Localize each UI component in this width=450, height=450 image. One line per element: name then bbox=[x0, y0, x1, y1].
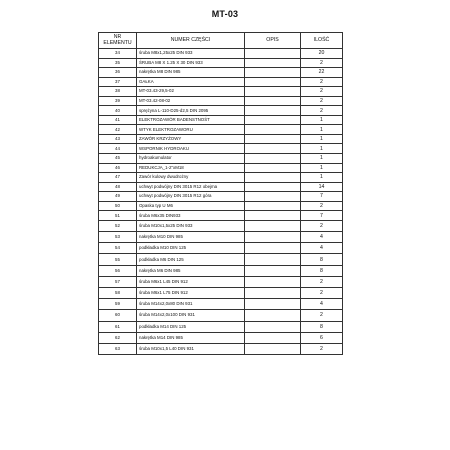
description-cell bbox=[245, 87, 301, 97]
table-row bbox=[99, 96, 343, 106]
quantity-cell: 4 bbox=[301, 299, 343, 310]
element-number-cell: 34 bbox=[99, 49, 137, 59]
quantity-cell: 1 bbox=[301, 134, 343, 144]
table-row bbox=[99, 134, 343, 144]
part-number-cell: uchwyt podwójny DIN 3015 R12 góra bbox=[137, 192, 245, 202]
table-row bbox=[99, 287, 343, 298]
part-number-cell: śruba M14x2,0x80 DIN 931 bbox=[137, 299, 245, 310]
description-cell bbox=[245, 134, 301, 144]
element-number-cell: 57 bbox=[99, 276, 137, 287]
quantity-cell: 7 bbox=[301, 211, 343, 221]
quantity-cell: 2 bbox=[301, 201, 343, 211]
element-number-cell: 38 bbox=[99, 87, 137, 97]
quantity-cell: 1 bbox=[301, 163, 343, 173]
quantity-cell: 2 bbox=[301, 106, 343, 116]
element-number-cell: 35 bbox=[99, 58, 137, 68]
description-cell bbox=[245, 243, 301, 254]
description-cell bbox=[245, 58, 301, 68]
element-number-cell: 61 bbox=[99, 321, 137, 332]
quantity-cell: 20 bbox=[301, 49, 343, 59]
part-number-cell: nakrętka M6 DIN 985 bbox=[137, 265, 245, 276]
part-number-cell: MT-03.42-08-02 bbox=[137, 96, 245, 106]
element-number-cell: 55 bbox=[99, 254, 137, 265]
table-row bbox=[99, 232, 343, 243]
description-cell bbox=[245, 332, 301, 343]
element-number-cell: 49 bbox=[99, 192, 137, 202]
part-number-cell: śruba M6x35 DIN933 bbox=[137, 211, 245, 221]
quantity-cell: 1 bbox=[301, 115, 343, 125]
quantity-cell: 2 bbox=[301, 343, 343, 354]
element-number-cell: 60 bbox=[99, 310, 137, 321]
part-number-cell: podkładka M14 DIN 125 bbox=[137, 321, 245, 332]
quantity-cell: 2 bbox=[301, 77, 343, 87]
quantity-cell: 14 bbox=[301, 182, 343, 192]
header-part-number: NUMER CZĘŚCI bbox=[137, 33, 245, 49]
element-number-cell: 47 bbox=[99, 173, 137, 183]
header-nr-line2: ELEMENTU bbox=[103, 39, 132, 46]
part-number-cell: ELEKTROZAWÓR BADENSTNOŚT bbox=[137, 115, 245, 125]
table-row bbox=[99, 343, 343, 354]
part-number-cell: śruba M8x1,25x25 DIN 933 bbox=[137, 49, 245, 59]
quantity-cell: 2 bbox=[301, 96, 343, 106]
table-row bbox=[99, 58, 343, 68]
quantity-cell: 1 bbox=[301, 173, 343, 183]
description-cell bbox=[245, 299, 301, 310]
quantity-cell: 4 bbox=[301, 232, 343, 243]
description-cell bbox=[245, 125, 301, 135]
description-cell bbox=[245, 254, 301, 265]
header-nr-line1: NR bbox=[113, 33, 122, 40]
table-row bbox=[99, 243, 343, 254]
description-cell bbox=[245, 182, 301, 192]
part-number-cell: GAŁKA bbox=[137, 77, 245, 87]
part-number-cell: nakrętka M8 DIN 985 bbox=[137, 68, 245, 78]
table-row bbox=[99, 254, 343, 265]
table-row bbox=[99, 49, 343, 59]
table-body bbox=[99, 49, 343, 355]
part-number-cell: nakrętka M14 DIN 985 bbox=[137, 332, 245, 343]
element-number-cell: 46 bbox=[99, 163, 137, 173]
part-number-cell: śruba M10x1,5 L40 DIN 931 bbox=[137, 343, 245, 354]
quantity-cell: 8 bbox=[301, 321, 343, 332]
element-number-cell: 48 bbox=[99, 182, 137, 192]
description-cell bbox=[245, 321, 301, 332]
description-cell bbox=[245, 106, 301, 116]
table-row bbox=[99, 310, 343, 321]
part-number-cell: Opaska typ U M6 bbox=[137, 201, 245, 211]
description-cell bbox=[245, 287, 301, 298]
header-quantity: ILOŚĆ bbox=[301, 33, 343, 49]
description-cell bbox=[245, 68, 301, 78]
description-cell bbox=[245, 49, 301, 59]
table-row bbox=[99, 299, 343, 310]
part-number-cell: podkładka M6 DIN 125 bbox=[137, 254, 245, 265]
element-number-cell: 36 bbox=[99, 68, 137, 78]
description-cell bbox=[245, 201, 301, 211]
table-row bbox=[99, 201, 343, 211]
table-row bbox=[99, 211, 343, 221]
table-row bbox=[99, 144, 343, 154]
quantity-cell: 8 bbox=[301, 265, 343, 276]
description-cell bbox=[245, 265, 301, 276]
quantity-cell: 7 bbox=[301, 192, 343, 202]
table-row bbox=[99, 125, 343, 135]
description-cell bbox=[245, 211, 301, 221]
quantity-cell: 2 bbox=[301, 276, 343, 287]
description-cell bbox=[245, 115, 301, 125]
header-description: OPIS bbox=[245, 33, 301, 49]
document-title: MT-03 bbox=[211, 9, 239, 19]
element-number-cell: 63 bbox=[99, 343, 137, 354]
table-row bbox=[99, 77, 343, 87]
quantity-cell: 2 bbox=[301, 220, 343, 231]
element-number-cell: 54 bbox=[99, 243, 137, 254]
description-cell bbox=[245, 96, 301, 106]
part-number-cell: śruba M6x1 L45 DIN 912 bbox=[137, 276, 245, 287]
part-number-cell: nakrętka M10 DIN 985 bbox=[137, 232, 245, 243]
element-number-cell: 50 bbox=[99, 201, 137, 211]
element-number-cell: 56 bbox=[99, 265, 137, 276]
quantity-cell: 6 bbox=[301, 332, 343, 343]
part-number-cell: MT-03.43-29,5-02 bbox=[137, 87, 245, 97]
quantity-cell: 2 bbox=[301, 58, 343, 68]
description-cell bbox=[245, 154, 301, 164]
table-row bbox=[99, 163, 343, 173]
header-element-number bbox=[99, 33, 137, 49]
element-number-cell: 62 bbox=[99, 332, 137, 343]
part-number-cell: śruba M14x2,0x100 DIN 931 bbox=[137, 310, 245, 321]
table-row bbox=[99, 182, 343, 192]
element-number-cell: 59 bbox=[99, 299, 137, 310]
element-number-cell: 45 bbox=[99, 154, 137, 164]
part-number-cell: śruba M6x1 L75 DIN 912 bbox=[137, 287, 245, 298]
element-number-cell: 39 bbox=[99, 96, 137, 106]
element-number-cell: 53 bbox=[99, 232, 137, 243]
table-row bbox=[99, 192, 343, 202]
part-number-cell: Zawór kulowy dwudrożny bbox=[137, 173, 245, 183]
quantity-cell: 1 bbox=[301, 125, 343, 135]
part-number-cell: REDUKCJA_1-2"xM18 bbox=[137, 163, 245, 173]
part-number-cell: sprężyna L-110-D25-d2,5 DIN 2095 bbox=[137, 106, 245, 116]
element-number-cell: 40 bbox=[99, 106, 137, 116]
part-number-cell: hydroakumulator bbox=[137, 154, 245, 164]
quantity-cell: 4 bbox=[301, 243, 343, 254]
part-number-cell: WSPORNIK HYDROAKU bbox=[137, 144, 245, 154]
table-header-row bbox=[99, 33, 343, 49]
element-number-cell: 44 bbox=[99, 144, 137, 154]
element-number-cell: 43 bbox=[99, 134, 137, 144]
table-row bbox=[99, 87, 343, 97]
element-number-cell: 58 bbox=[99, 287, 137, 298]
element-number-cell: 37 bbox=[99, 77, 137, 87]
parts-table bbox=[98, 32, 343, 355]
description-cell bbox=[245, 144, 301, 154]
table-row bbox=[99, 115, 343, 125]
part-number-cell: WTYK ELEKTROZAWORU bbox=[137, 125, 245, 135]
description-cell bbox=[245, 163, 301, 173]
table-row bbox=[99, 276, 343, 287]
table-row bbox=[99, 265, 343, 276]
table-row bbox=[99, 68, 343, 78]
part-number-cell: ZAWÓR KRZYŻOWY bbox=[137, 134, 245, 144]
quantity-cell: 8 bbox=[301, 254, 343, 265]
description-cell bbox=[245, 173, 301, 183]
description-cell bbox=[245, 220, 301, 231]
description-cell bbox=[245, 232, 301, 243]
table-row bbox=[99, 332, 343, 343]
element-number-cell: 42 bbox=[99, 125, 137, 135]
element-number-cell: 52 bbox=[99, 220, 137, 231]
table-row bbox=[99, 321, 343, 332]
description-cell bbox=[245, 343, 301, 354]
table-row bbox=[99, 154, 343, 164]
part-number-cell: uchwyt podwójny DIN 3015 R12 obejma bbox=[137, 182, 245, 192]
description-cell bbox=[245, 276, 301, 287]
quantity-cell: 1 bbox=[301, 144, 343, 154]
description-cell bbox=[245, 310, 301, 321]
table-row bbox=[99, 106, 343, 116]
element-number-cell: 51 bbox=[99, 211, 137, 221]
element-number-cell: 41 bbox=[99, 115, 137, 125]
quantity-cell: 22 bbox=[301, 68, 343, 78]
table-row bbox=[99, 220, 343, 231]
quantity-cell: 2 bbox=[301, 87, 343, 97]
part-number-cell: podkładka M10 DIN 125 bbox=[137, 243, 245, 254]
description-cell bbox=[245, 77, 301, 87]
description-cell bbox=[245, 192, 301, 202]
part-number-cell: śruba M10x1,5x25 DIN 933 bbox=[137, 220, 245, 231]
quantity-cell: 1 bbox=[301, 154, 343, 164]
quantity-cell: 2 bbox=[301, 287, 343, 298]
quantity-cell: 2 bbox=[301, 310, 343, 321]
part-number-cell: ŚRUBA M8 X 1.25 X 30 DIN 933 bbox=[137, 58, 245, 68]
table-row bbox=[99, 173, 343, 183]
